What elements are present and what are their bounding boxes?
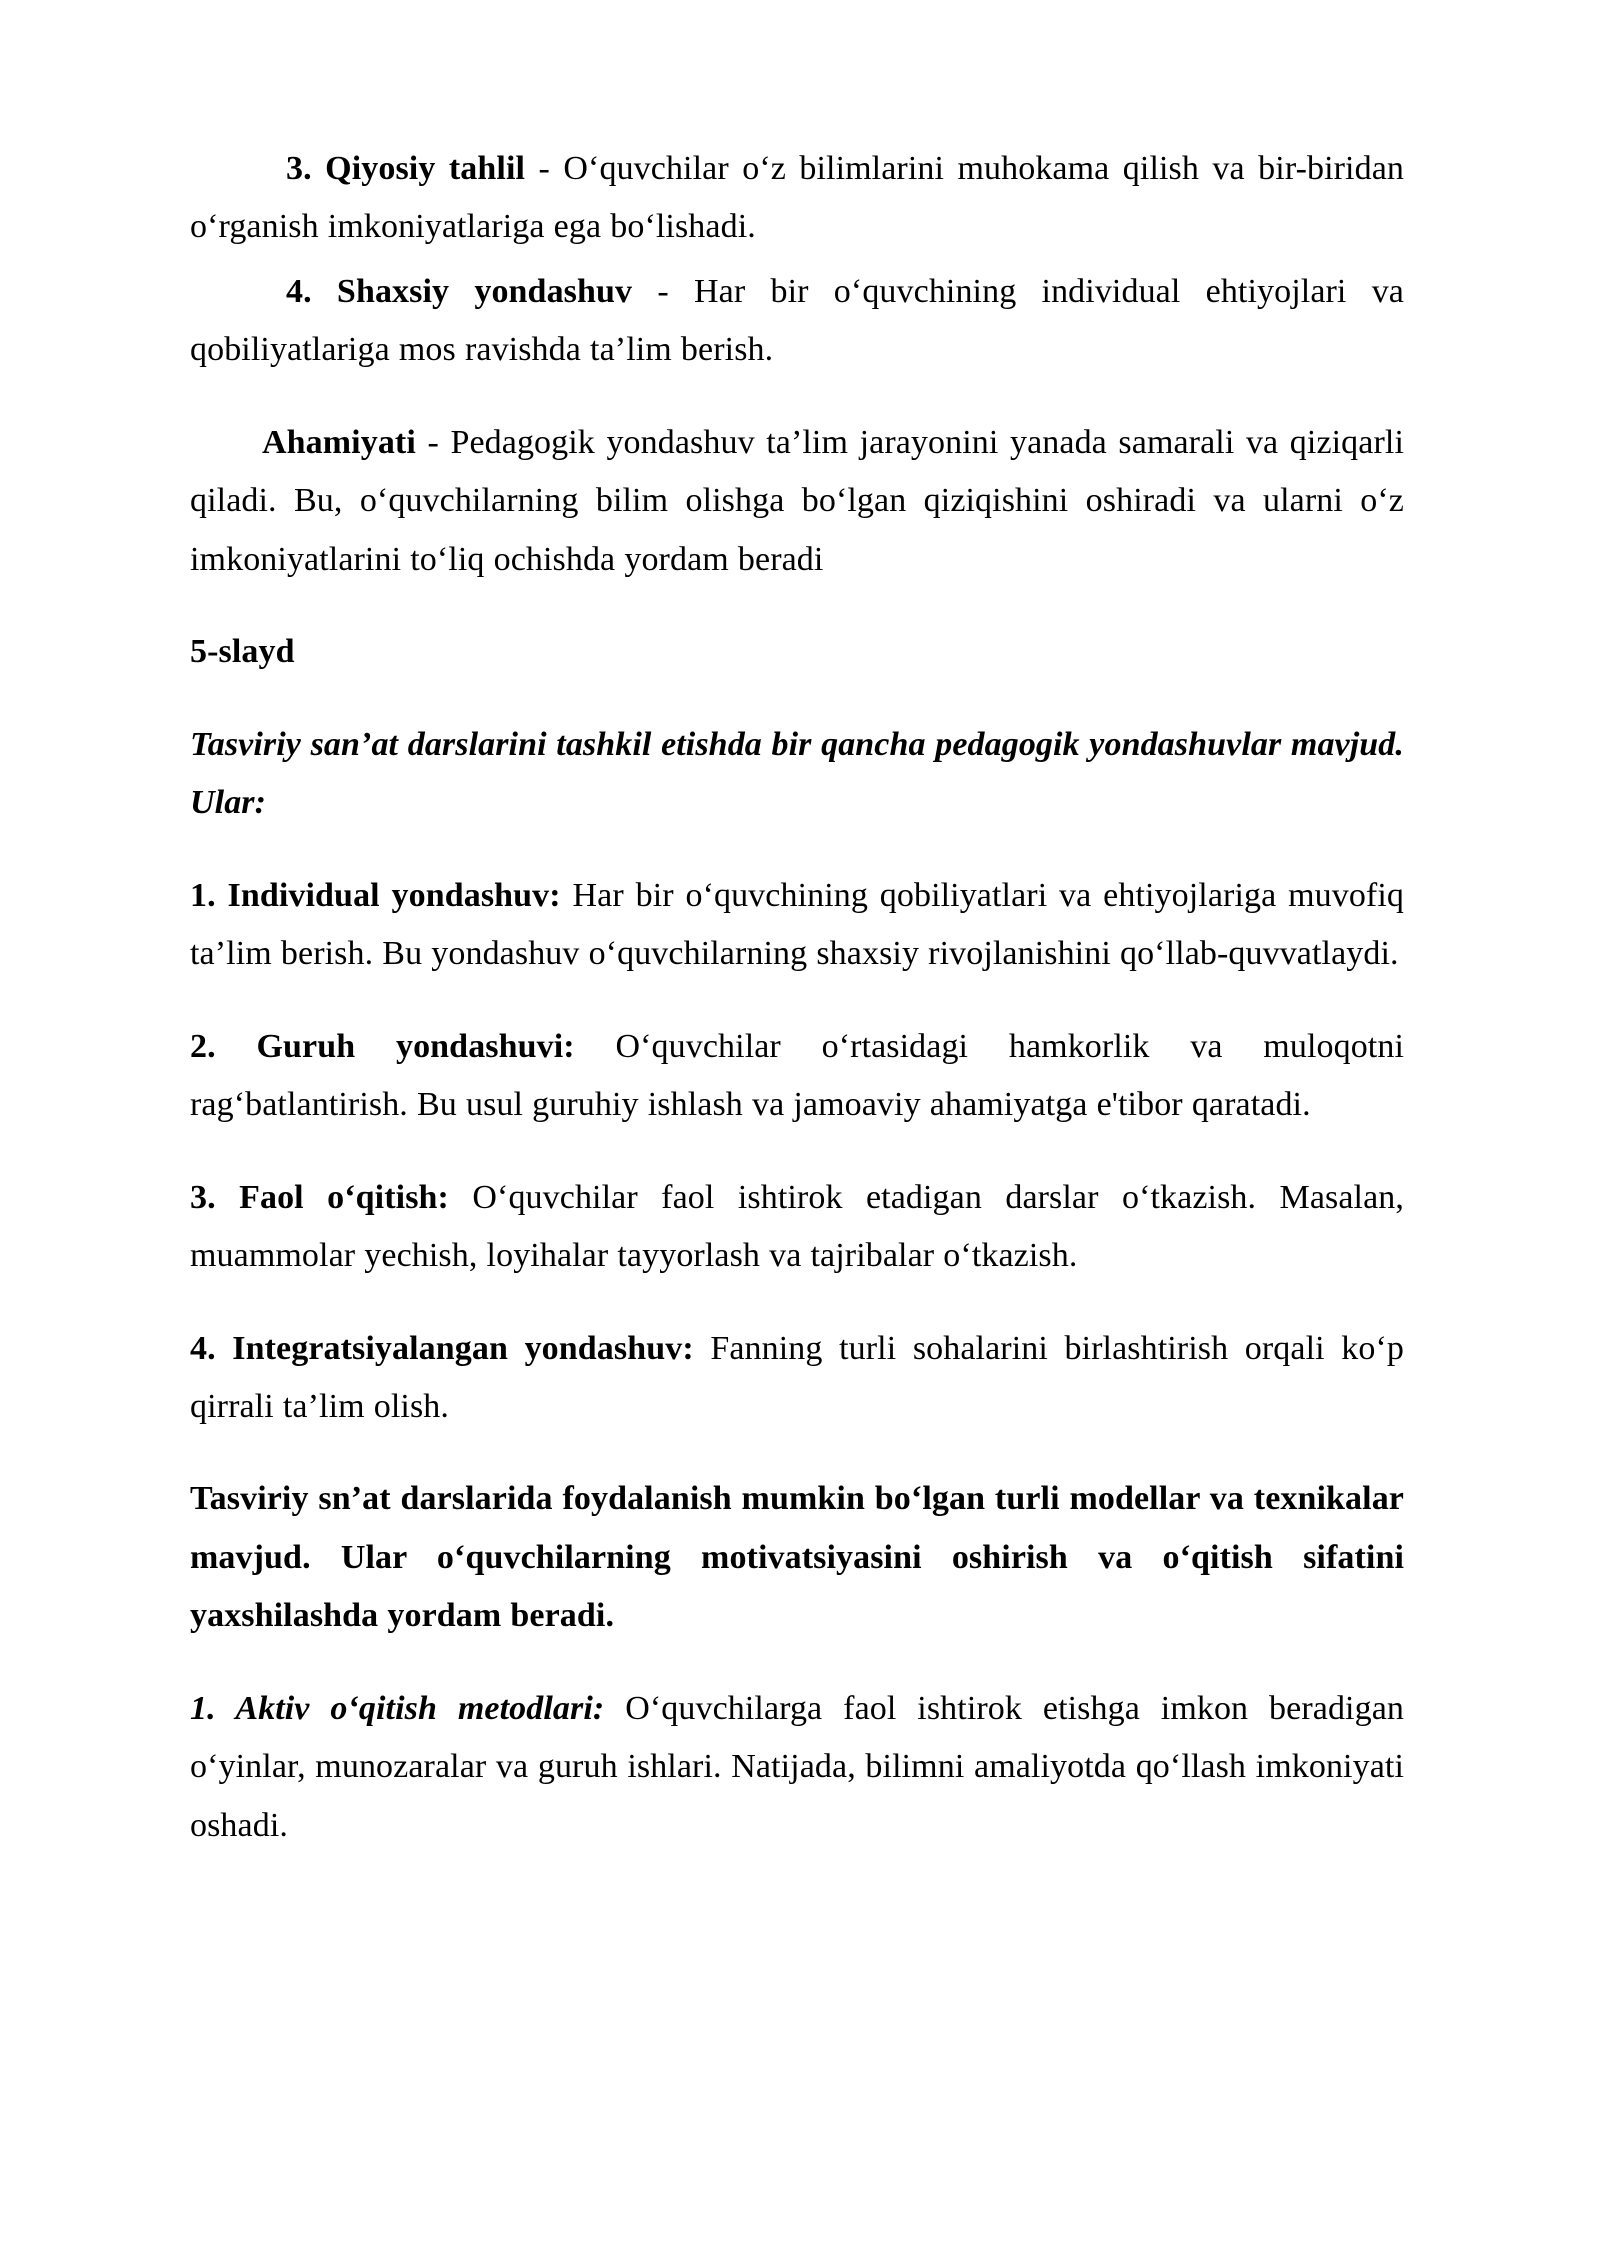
paragraph-shaxsiy-yondashuv — [190, 263, 1404, 380]
paragraph-lead-label: 4. Integratsiyalangan yondashuv: — [190, 1329, 694, 1367]
paragraph-integratsiyalangan-yondashuv — [190, 1320, 1404, 1437]
paragraph-lead-label: 3. Faol o‘qitish: — [190, 1178, 449, 1216]
paragraph-text: - O‘quvchilar o‘z bilimlarini muhokama qilish va bir-biridan o‘rganish imkoniyatlariga ega bo‘lishadi. — [190, 150, 1404, 246]
paragraph-faol-oqitish — [190, 1169, 1404, 1286]
paragraph-lead-label: 1. Aktiv o‘qitish metodlari: — [190, 1689, 605, 1727]
paragraph-text: O‘quvchilar faol ishtirok etadigan darslar o‘tkazish. Masalan, muammolar yechish, loyihalar tayyorlash va tajribalar o‘tkazish. — [190, 1178, 1404, 1275]
paragraph-aktiv-oqitish-metodlari — [190, 1680, 1404, 1855]
paragraph-lead-label: 2. Guruh yondashuvi: — [190, 1027, 575, 1065]
paragraph-qiyosiy-tahlil — [190, 140, 1404, 257]
heading-slide-number: 5-slayd — [190, 633, 295, 671]
paragraph-models-bold: Tasviriy sn’at darslarida foydalanish mumkin bo‘lgan turli modellar va texnikalar mavjud. Ular o‘quvchilarning motivatsiyasini oshirish va o‘qitish sifatini yaxshilashda yordam beradi. — [190, 1480, 1404, 1635]
paragraph-lead-label: Ahamiyati — [262, 423, 416, 461]
paragraph-text: - Har bir o‘quvchining individual ehtiyojlari va qobiliyatlariga mos ravishda ta’lim berish. — [190, 272, 1404, 369]
paragraph-text: O‘quvchilar o‘rtasidagi hamkorlik va muloqotni rag‘batlantirish. Bu usul guruhiy ishlash va jamoaviy ahamiyatga e'tibor qaratadi. — [190, 1027, 1404, 1124]
paragraph-guruh-yondashuvi — [190, 1018, 1404, 1135]
paragraph-text: Har bir o‘quvchining qobiliyatlari va ehtiyojlariga muvofiq ta’lim berish. Bu yondashuv o‘quvchilarning shaxsiy rivojlanishini qo‘llab-quvvatlaydi. — [190, 876, 1404, 973]
paragraph-lead-label: 3. Qiyosiy tahlil — [286, 150, 539, 187]
paragraph-lead-label: 4. Shaxsiy yondashuv — [286, 272, 658, 310]
paragraph-text: - Pedagogik yondashuv ta’lim jarayonini yanada samarali va qiziqarli qiladi. Bu, o‘quvchilarning bilim olishga bo‘lgan qiziqishini oshiradi va ularni o‘z imkoniyatlarini to‘liq ochishda yordam beradi — [190, 423, 1404, 578]
paragraph-intro-italic: Tasviriy san’at darslarini tashkil etishda bir qancha pedagogik yondashuvlar mavjud. Ular: — [190, 725, 1404, 822]
paragraph-text: O‘quvchilarga faol ishtirok etishga imkon beradigan o‘yinlar, munozaralar va guruh ishlari. Natijada, bilimni amaliyotda qo‘llash imkoniyati oshadi. — [190, 1689, 1404, 1844]
paragraph-text: Fanning turli sohalarini birlashtirish orqali ko‘p qirrali ta’lim olish. — [190, 1329, 1404, 1425]
paragraph-individual-yondashuv — [190, 867, 1404, 984]
paragraph-ahamiyati — [190, 414, 1404, 589]
paragraph-lead-label: 1. Individual yondashuv: — [190, 876, 561, 914]
document-body — [190, 140, 1404, 1855]
